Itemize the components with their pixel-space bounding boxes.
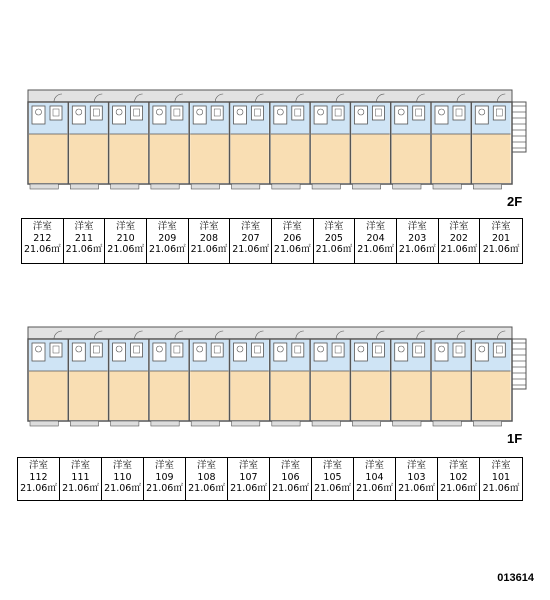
room-floor-205	[311, 134, 349, 183]
room-type: 洋室	[116, 221, 136, 232]
room-cell-101	[480, 458, 522, 500]
room-type: 洋室	[280, 460, 300, 471]
balcony-203	[393, 184, 421, 189]
room-area: 21.06㎡	[440, 483, 477, 494]
room-floor-104	[351, 371, 389, 420]
room-floor-204	[351, 134, 389, 183]
room-type: 洋室	[449, 221, 469, 232]
room-area: 21.06㎡	[148, 244, 186, 255]
kitchen-211	[90, 106, 102, 120]
balcony-209	[151, 184, 179, 189]
room-type: 洋室	[70, 460, 90, 471]
room-area: 21.06㎡	[62, 483, 99, 494]
room-area: 21.06㎡	[20, 483, 57, 494]
corridor	[28, 327, 512, 339]
room-cell-202	[439, 219, 481, 263]
room-number: 207	[241, 232, 260, 244]
kitchen-109	[171, 343, 183, 357]
room-table-2f	[21, 218, 523, 264]
room-floor-202	[432, 134, 470, 183]
room-number: 211	[74, 232, 94, 244]
room-floor-211	[69, 134, 107, 183]
room-floor-109	[150, 371, 188, 420]
room-number: 210	[116, 232, 135, 244]
room-area: 21.06㎡	[440, 244, 478, 255]
room-cell-204	[355, 219, 397, 263]
room-floor-207	[231, 134, 269, 183]
room-number: 104	[365, 471, 384, 483]
room-type: 洋室	[491, 221, 511, 232]
room-floor-110	[110, 371, 148, 420]
kitchen-102	[453, 343, 465, 357]
room-floor-210	[110, 134, 148, 183]
kitchen-205	[332, 106, 344, 120]
balcony-212	[30, 184, 58, 189]
room-cell-108	[186, 458, 228, 500]
room-type: 洋室	[406, 460, 426, 471]
balcony-107	[232, 421, 260, 426]
room-number: 206	[283, 232, 302, 244]
room-area: 21.06㎡	[146, 483, 183, 494]
kitchen-204	[372, 106, 384, 120]
room-number: 111	[71, 471, 90, 483]
room-cell-102	[438, 458, 480, 500]
room-floor-201	[472, 134, 510, 183]
kitchen-106	[292, 343, 304, 357]
room-cell-201	[480, 219, 522, 263]
room-number: 203	[408, 232, 427, 244]
room-number: 108	[197, 471, 216, 483]
room-cell-104	[354, 458, 396, 500]
kitchen-201	[493, 106, 505, 120]
room-type: 洋室	[407, 221, 427, 232]
balcony-202	[433, 184, 461, 189]
room-number: 204	[366, 232, 385, 244]
room-area: 21.06㎡	[230, 483, 267, 494]
room-type: 洋室	[196, 460, 216, 471]
room-number: 202	[449, 232, 468, 244]
balcony-112	[30, 421, 58, 426]
corridor	[28, 90, 512, 102]
balcony-204	[352, 184, 380, 189]
balcony-110	[111, 421, 139, 426]
room-number: 110	[113, 471, 132, 483]
property-code: 013614	[497, 572, 534, 584]
room-floor-208	[190, 134, 228, 183]
room-cell-205	[314, 219, 356, 263]
kitchen-105	[332, 343, 344, 357]
kitchen-108	[211, 343, 223, 357]
room-number: 101	[491, 471, 511, 483]
balcony-103	[393, 421, 421, 426]
room-area: 21.06㎡	[232, 244, 269, 255]
room-number: 212	[33, 232, 52, 244]
room-number: 106	[281, 471, 300, 483]
room-number: 201	[491, 232, 511, 244]
kitchen-110	[131, 343, 143, 357]
room-cell-111	[60, 458, 102, 500]
stair-frame	[512, 339, 526, 389]
balcony-205	[312, 184, 340, 189]
kitchen-212	[50, 106, 62, 120]
room-type: 洋室	[74, 221, 94, 232]
room-cell-112	[18, 458, 60, 500]
room-area: 21.06㎡	[357, 244, 394, 255]
kitchen-208	[211, 106, 223, 120]
room-number: 105	[323, 471, 342, 483]
room-floor-102	[432, 371, 470, 420]
kitchen-101	[493, 343, 505, 357]
room-type: 洋室	[157, 221, 177, 232]
room-area: 21.06㎡	[398, 483, 435, 494]
room-cell-209	[147, 219, 189, 263]
room-area: 21.06㎡	[272, 483, 309, 494]
room-area: 21.06㎡	[314, 483, 351, 494]
room-cell-103	[396, 458, 438, 500]
balcony-111	[70, 421, 98, 426]
room-type: 洋室	[199, 221, 219, 232]
room-floor-203	[392, 134, 430, 183]
balcony-106	[272, 421, 300, 426]
room-floor-107	[231, 371, 269, 420]
room-type: 洋室	[241, 221, 261, 232]
room-floor-209	[150, 134, 188, 183]
balcony-101	[473, 421, 501, 426]
floor-label-1f: 1F	[507, 431, 523, 446]
room-cell-109	[144, 458, 186, 500]
kitchen-111	[90, 343, 102, 357]
balcony-201	[473, 184, 501, 189]
room-cell-105	[312, 458, 354, 500]
balcony-207	[232, 184, 260, 189]
kitchen-203	[413, 106, 425, 120]
room-area: 21.06㎡	[23, 244, 61, 255]
room-area: 21.06㎡	[356, 483, 393, 494]
balcony-210	[111, 184, 139, 189]
room-type: 洋室	[366, 221, 386, 232]
balcony-109	[151, 421, 179, 426]
balcony-208	[191, 184, 219, 189]
room-area: 21.06㎡	[65, 244, 103, 255]
room-cell-203	[397, 219, 439, 263]
room-cell-206	[272, 219, 314, 263]
room-area: 21.06㎡	[482, 244, 520, 255]
room-type: 洋室	[324, 221, 344, 232]
room-cell-211	[64, 219, 106, 263]
room-type: 洋室	[322, 460, 342, 471]
room-floor-106	[271, 371, 309, 420]
kitchen-107	[252, 343, 264, 357]
room-cell-207	[230, 219, 272, 263]
room-area: 21.06㎡	[190, 244, 228, 255]
room-type: 洋室	[28, 460, 48, 471]
balcony-211	[70, 184, 98, 189]
room-type: 洋室	[448, 460, 468, 471]
room-type: 洋室	[238, 460, 258, 471]
room-type: 洋室	[154, 460, 174, 471]
room-type: 洋室	[364, 460, 384, 471]
room-number: 109	[155, 471, 174, 483]
stair-frame	[512, 102, 526, 152]
room-cell-212	[22, 219, 64, 263]
room-cell-210	[105, 219, 147, 263]
room-number: 103	[407, 471, 426, 483]
balcony-108	[191, 421, 219, 426]
room-number: 205	[324, 232, 343, 244]
room-type: 洋室	[491, 460, 511, 471]
room-floor-105	[311, 371, 349, 420]
kitchen-103	[413, 343, 425, 357]
kitchen-210	[131, 106, 143, 120]
room-number: 112	[29, 471, 48, 483]
room-number: 102	[449, 471, 468, 483]
room-area: 21.06㎡	[107, 244, 144, 255]
kitchen-112	[50, 343, 62, 357]
room-cell-208	[189, 219, 231, 263]
room-floor-112	[29, 371, 67, 420]
room-type: 洋室	[282, 221, 302, 232]
room-floor-206	[271, 134, 309, 183]
room-cell-110	[102, 458, 144, 500]
balcony-105	[312, 421, 340, 426]
balcony-104	[352, 421, 380, 426]
room-type: 洋室	[32, 221, 52, 232]
room-floor-108	[190, 371, 228, 420]
room-type: 洋室	[112, 460, 132, 471]
room-cell-107	[228, 458, 270, 500]
kitchen-206	[292, 106, 304, 120]
room-area: 21.06㎡	[398, 244, 436, 255]
room-floor-111	[69, 371, 107, 420]
room-number: 208	[199, 232, 219, 244]
kitchen-207	[252, 106, 264, 120]
kitchen-202	[453, 106, 465, 120]
room-floor-212	[29, 134, 67, 183]
balcony-102	[433, 421, 461, 426]
kitchen-104	[372, 343, 384, 357]
balcony-206	[272, 184, 300, 189]
room-area: 21.06㎡	[482, 483, 520, 494]
floor-label-2f: 2F	[507, 194, 523, 209]
room-cell-106	[270, 458, 312, 500]
room-area: 21.06㎡	[188, 483, 225, 494]
room-number: 107	[239, 471, 258, 483]
room-table-1f	[17, 457, 523, 501]
room-area: 21.06㎡	[104, 483, 141, 494]
room-floor-103	[392, 371, 430, 420]
room-number: 209	[158, 232, 177, 244]
room-floor-101	[472, 371, 510, 420]
room-area: 21.06㎡	[273, 244, 311, 255]
room-area: 21.06㎡	[315, 244, 353, 255]
kitchen-209	[171, 106, 183, 120]
